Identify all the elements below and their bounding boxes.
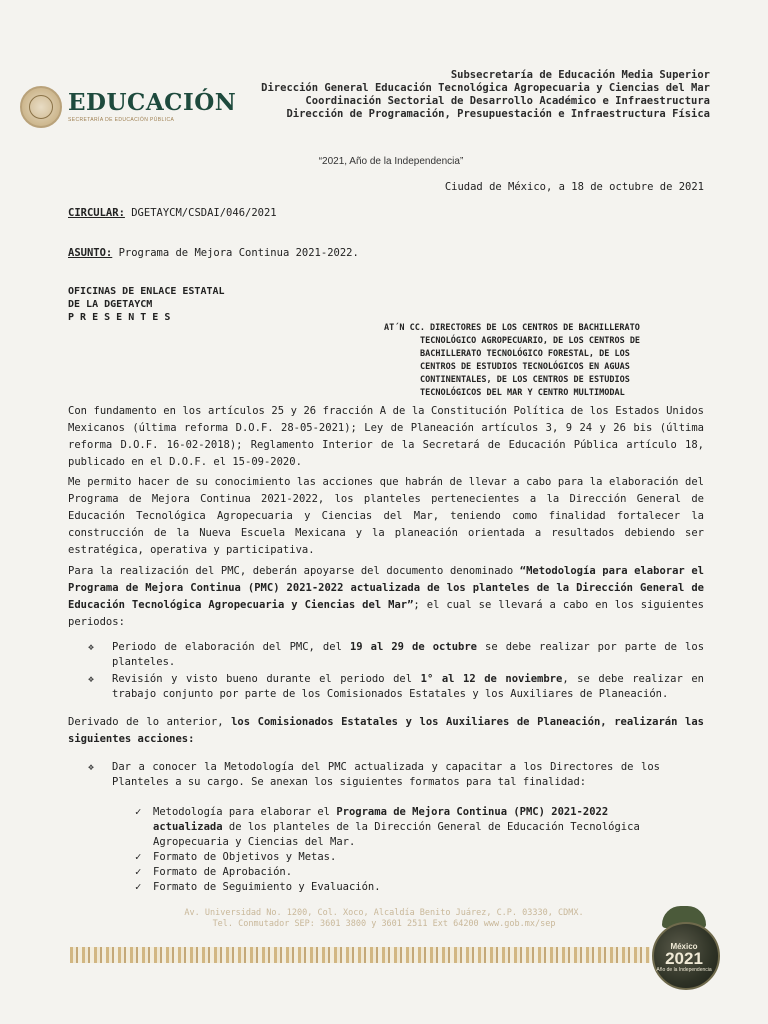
circular-label: CIRCULAR: [68,207,125,219]
attention-block [384,322,689,400]
letterhead-lines [261,69,710,121]
paragraph-methodology: Para la realización del PMC, deberán apoyarse del documento denominado “Metodología para elaborar el Programa de Mejora Continua (PMC) 2021-2022 actualizada de los planteles de la Dirección General de Educación Tecnológica Agropecuaria y Ciencias del Mar”; el cual se llevará a cabo en los siguientes periodos: [68,565,704,628]
circular-field [68,207,277,219]
attention-line: TECNOLÓGICO AGROPECUARIO, DE LOS CENTROS DE [420,336,641,346]
diamond-bullet-icon: ❖ [88,642,95,653]
decorative-band [70,947,650,963]
logo-title: EDUCACIÓN [68,89,237,116]
list-item: ✓ Metodología para elaborar el Programa de Mejora Continua (PMC) 2021-2022 actualizada de los planteles de la Dirección General de Educación Tecnológica Agropecuaria y Ciencias del Mar. [135,806,640,848]
recipient-line: DE LA DGETAYCM [68,299,153,310]
list-item: ❖ Periodo de elaboración del PMC, del 19 al 29 de octubre se debe realizar por parte de los planteles. [88,641,705,668]
circular-value: DGETAYCM/CSDAI/046/2021 [131,207,277,219]
checkmark-icon: ✓ [135,806,142,818]
footer-address: Av. Universidad No. 1200, Col. Xoco, Alcaldía Benito Juárez, C.P. 03330, CDMX. Tel. Conmutador SEP: 3601 3800 y 3601 2511 Ext 64200 www.gob.mx/sep [184,908,584,929]
recipients [68,285,225,324]
actions-list [88,760,660,792]
year-motto: “2021, Año de la Independencia” [318,156,464,167]
attention-line: CENTROS DE ESTUDIOS TECNOLÓGICOS EN AGUAS [420,362,630,372]
recipient-line: P R E S E N T E S [68,312,171,323]
list-item: ✓ Formato de Seguimiento y Evaluación. [135,881,381,893]
letter-date: Ciudad de México, a 18 de octubre de 2021 [444,181,704,193]
list-item: ❖ Dar a conocer la Metodología del PMC actualizada y capacitar a los Directores de los Planteles a su cargo. Se anexan los siguientes formatos para tal finalidad: [88,761,660,788]
formats-list [135,805,655,895]
list-item: ✓ Formato de Objetivos y Metas. [135,851,337,863]
paragraph-actions: Derivado de lo anterior, los Comisionados Estatales y los Auxiliares de Planeación, realizarán las siguientes acciones: [68,716,704,745]
checkmark-icon: ✓ [135,881,142,893]
diamond-bullet-icon: ❖ [88,762,95,773]
subject-value: Programa de Mejora Continua 2021-2022. [118,247,359,259]
checkmark-icon: ✓ [135,851,142,863]
attention-line: AT´N CC. DIRECTORES DE LOS CENTROS DE BACHILLERATO [384,323,640,333]
list-item: ❖ Revisión y visto bueno durante el periodo del 1° al 12 de noviembre, se debe realizar en trabajo conjunto por parte de los Comisionados Estatales y los Auxiliares de Planeación. [88,673,704,700]
methodology-title: “Metodología para elaborar el Programa de Mejora Continua (PMC) 2021-2022 actualizada de los planteles de la Dirección General de Educación Tecnológica Agropecuaria y Ciencias del Mar” [68,565,704,611]
periods-list [88,640,704,704]
recipient-line: OFICINAS DE ENLACE ESTATAL [68,286,225,297]
attention-line: BACHILLERATO TECNOLÓGICO FORESTAL, DE LOS [420,349,630,359]
list-item: ✓ Formato de Aprobación. [135,866,293,878]
sep-logo [20,86,236,128]
national-seal-icon [20,86,62,128]
letterhead-line: Coordinación Sectorial de Desarrollo Académico e Infraestructura [305,95,710,107]
letterhead-line: Dirección General Educación Tecnológica Agropecuaria y Ciencias del Mar [261,82,710,94]
attention-line: TECNOLÓGICOS DEL MAR Y CENTRO MULTIMODAL [420,388,625,398]
paragraph-legal-basis: Con fundamento en los artículos 25 y 26 fracción A de la Constitución Política de los Estados Unidos Mexicanos (última reforma D.O.F. 28-05-2021); Ley de Planeación artículos 3, 9 24 y 26 bis (última reforma D.O.F. 16-02-2018); Reglamento Interior de la Secretará de Educación Pública artículo 18, publicado en el D.O.F. el 15-09-2020. [68,405,704,468]
subject-field [68,247,359,259]
mexico-2021-badge-icon: México 2021 Año de la Independencia [648,906,718,990]
letterhead-line: Subsecretaría de Educación Media Superior [450,69,710,81]
attention-line: CONTINENTALES, DE LOS CENTROS DE ESTUDIOS [420,375,630,385]
letterhead-line: Dirección de Programación, Presupuestación e Infraestructura Física [286,108,710,120]
checkmark-icon: ✓ [135,866,142,878]
diamond-bullet-icon: ❖ [88,674,95,685]
logo-subtitle: SECRETARÍA DE EDUCACIÓN PÚBLICA [68,117,175,123]
subject-label: ASUNTO: [68,247,113,259]
paragraph-introduction: Me permito hacer de su conocimiento las acciones que habrán de llevar a cabo para la elaboración del Programa de Mejora Continua 2021-2022, los planteles pertenecientes a la Dirección General de Educación Tecnológica Agropecuaria y Ciencias del Mar, teniendo como finalidad fortalecer la construcción de la Nueva Escuela Mexicana y la planeación orientada a resultados debiendo ser estratégica, operativa y participativa. [68,476,704,556]
